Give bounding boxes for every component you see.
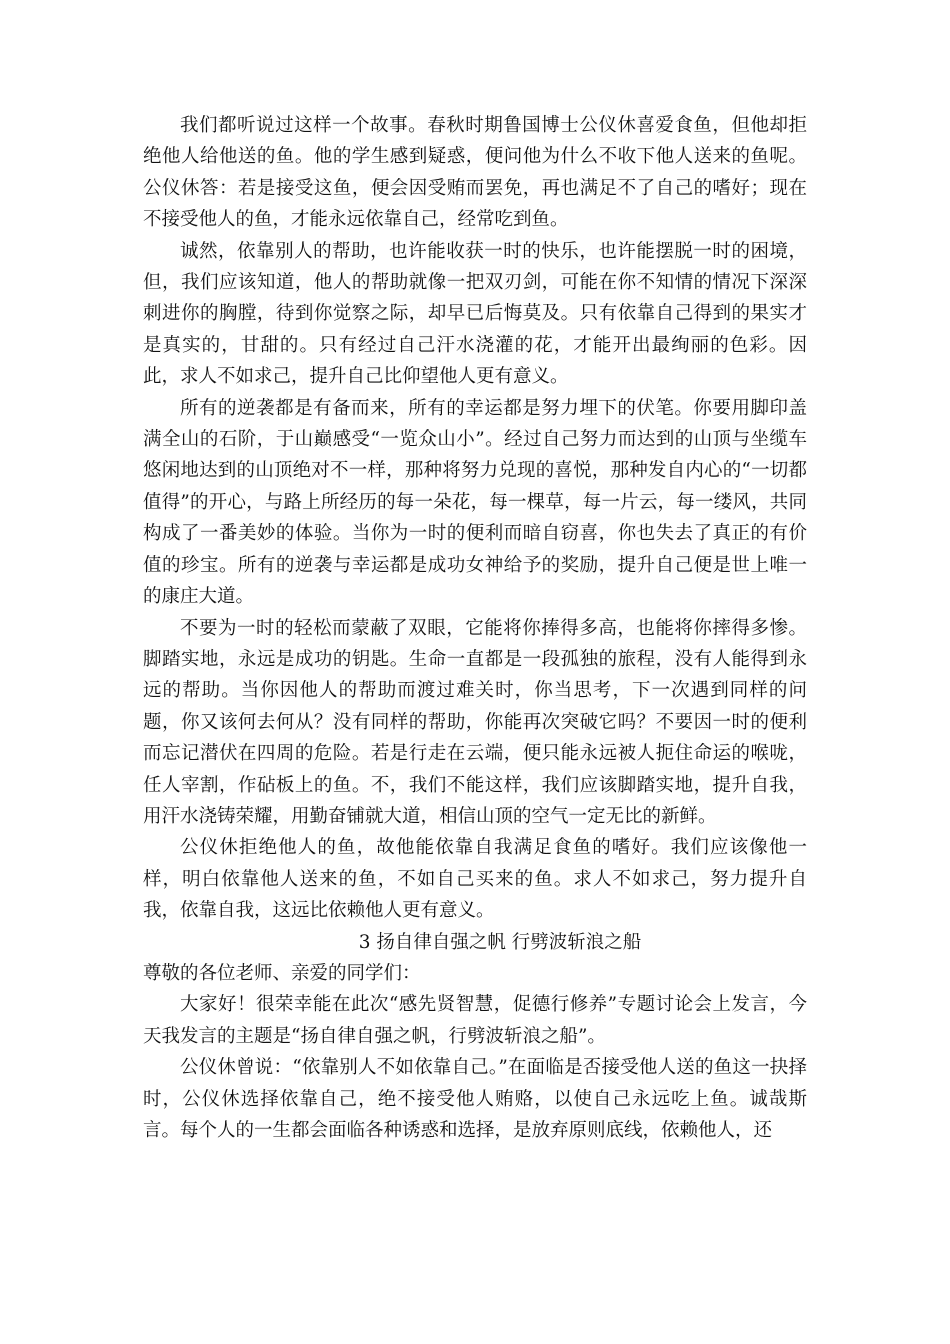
section-heading: 3 扬自律自强之帆 行劈波斩浪之船 xyxy=(358,931,642,953)
paragraph-help-double-edged: 诚然，依靠别人的帮助，也许能收获一时的快乐，也许能摆脱一时的困境，但，我们应该知道，他人的帮助就像一把双刃剑，可能在你不知情的情况下深深刺进你的胸膛，待到你觉察之际，却早已后悔莫及。只有依靠自己得到的果实才是真实的，甘甜的。只有经过自己汗水浇灌的花，才能开出最绚丽的色彩。因此，求人不如求己，提升自己比仰望他人更有意义。 xyxy=(143,240,807,388)
paragraph-fish-story: 我们都听说过这样一个故事。春秋时期鲁国博士公仪休喜爱食鱼，但他却拒绝他人给他送的鱼。他的学生感到疑惑，便问他为什么不收下他人送来的鱼呢。公仪休答：若是接受这鱼，便会因受贿而罢免，再也满足不了自己的嗜好；现在不接受他人的鱼，才能永远依靠自己，经常吃到鱼。 xyxy=(143,115,807,231)
paragraph-comeback: 所有的逆袭都是有备而来，所有的幸运都是努力埋下的伏笔。你要用脚印盖满全山的石阶，于山巅感受“一览众山小”。经过自己努力而达到的山顶与坐缆车悠闲地达到的山顶绝对不一样，那种将努力兑现的喜悦，那种发自内心的“一切都值得”的开心，与路上所经历的每一朵花，每一棵草，每一片云，每一缕风，共同构成了一番美妙的体验。当你为一时的便利而暗自窃喜，你也失去了真正的有价值的珍宝。所有的逆袭与幸运都是成功女神给予的奖励，提升自己便是世上唯一的康庄大道。 xyxy=(143,397,807,608)
paragraph-down-to-earth: 不要为一时的轻松而蒙蔽了双眼，它能将你捧得多高，也能将你摔得多惨。脚踏实地，永远是成功的钥匙。生命一直都是一段孤独的旅程，没有人能得到永远的帮助。当你因他人的帮助而渡过难关时，你当思考，下一次遇到同样的问题，你又该何去何从？没有同样的帮助，你能再次突破它吗？不要因一时的便利而忘记潜伏在四周的危险。若是行走在云端，便只能永远被人扼住命运的喉咙，任人宰割，作砧板上的鱼。不，我们不能这样，我们应该脚踏实地，提升自我，用汗水浇铸荣耀，用勤奋铺就大道，相信山顶的空气一定无比的新鲜。 xyxy=(143,617,807,827)
document-page xyxy=(143,110,807,1146)
salutation: 尊敬的各位老师、亲爱的同学们： xyxy=(143,962,421,984)
paragraph-greeting: 大家好！很荣幸能在此次“感先贤智慧，促德行修养”专题讨论会上发言，今天我发言的主题是“扬自律自强之帆，行劈波斩浪之船”。 xyxy=(143,994,807,1047)
paragraph-quote: 公仪休曾说：“依靠别人不如依靠自己。”在面临是否接受他人送的鱼这一抉择时，公仪休选择依靠自己，绝不接受他人贿赂，以使自己永远吃上鱼。诚哉斯言。每个人的一生都会面临各种诱惑和选择，是放弃原则底线，依赖他人，还 xyxy=(143,1057,807,1141)
paragraph-conclusion: 公仪休拒绝他人的鱼，故他能依靠自我满足食鱼的嗜好。我们应该像他一样，明白依靠他人送来的鱼，不如自己买来的鱼。求人不如求己，努力提升自我，依靠自我，这远比依赖他人更有意义。 xyxy=(143,837,807,922)
